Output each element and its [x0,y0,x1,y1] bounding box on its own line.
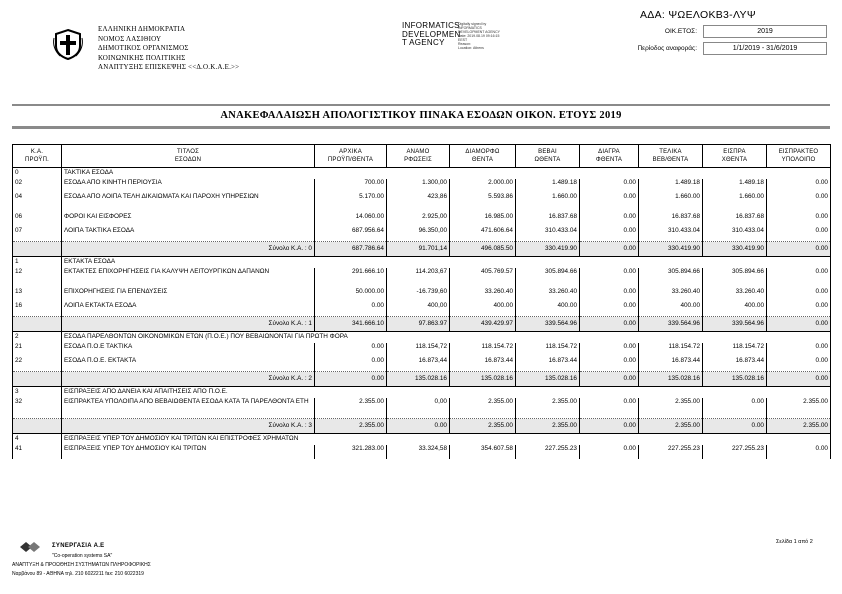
column-header [387,145,450,168]
column-header-line: ΡΦΩΣΕΙΣ [404,157,432,163]
table-row [13,179,831,193]
amount-cell: 16.837.68 [516,213,580,227]
amount-cell: 0.00 [703,398,767,419]
total-amount: 496.085.50 [450,242,516,257]
group-row [13,257,831,269]
total-label: Σύνολο Κ.Α. : 1 [62,317,315,332]
amount-cell: 118.154.72 [703,343,767,357]
amount-cell: 227.255.23 [703,445,767,459]
row-title: ΕΣΟΔΑ Π.Ο.Ε. ΕΚΤΑΚΤΑ [62,357,315,372]
amount-cell: 700.00 [315,179,387,193]
group-title: ΤΑΚΤΙΚΑ ΕΣΟΔΑ [62,168,831,180]
column-header [315,145,387,168]
total-amount: 135.028.16 [450,372,516,387]
divider [12,126,830,129]
amount-cell: 33.324,58 [387,445,450,459]
amount-cell: 423,86 [387,193,450,213]
total-label: Σύνολο Κ.Α. : 0 [62,242,315,257]
amount-cell: 2.000.00 [450,179,516,193]
page-number: Σελίδα 1 από 2 [776,539,813,545]
group-row [13,332,831,344]
footer-line: ΑΝΑΠΤΥΞΗ & ΠΡΟΩΘΗΣΗ ΣΥΣΤΗΜΑΤΩΝ ΠΛΗΡΟΦΟΡΙΚΗΣ [12,562,151,568]
amount-cell: 291.666.10 [315,268,387,288]
org-line: ΝΟΜΟΣ ΛΑΣΙΘΙΟΥ [98,34,162,43]
amount-cell: 310.433.04 [703,227,767,242]
table-row [13,445,831,459]
row-title: ΕΚΤΑΚΤΕΣ ΕΠΙΧΟΡΗΓΗΣΕΙΣ ΓΙΑ ΚΑΛΥΨΗ ΛΕΙΤΟΥΡΓΙΚΩΝ ΔΑΠΑΝΩΝ [62,268,315,288]
total-amount: 330.419.90 [516,242,580,257]
amount-cell: 5.593.86 [450,193,516,213]
amount-cell: 118.154.72 [516,343,580,357]
org-line: ΑΝΑΠΤΥΞΗΣ ΕΠΙΣΚΕΨΗΣ <<Δ.Ο.Κ.Α.Ε.>> [98,63,240,71]
amount-cell: 0.00 [315,343,387,357]
row-code: 21 [13,343,62,357]
row-title: ΕΣΟΔΑ Π.Ο.Ε ΤΑΚΤΙΚΑ [62,343,315,357]
total-amount: 0.00 [767,372,831,387]
amount-cell: 33.260.40 [516,288,580,302]
row-code: 06 [13,213,62,227]
total-spacer [13,419,62,434]
table-body [13,168,831,460]
column-header-line: ΤΕΛΙΚΑ [659,149,682,155]
row-title: ΛΟΙΠΑ ΤΑΚΤΙΚΑ ΕΣΟΔΑ [62,227,315,242]
org-line: ΚΟΙΝΩΝΙΚΗΣ ΠΟΛΙΤΙΚΗΣ [98,53,186,62]
amount-cell: 2.355.00 [315,398,387,419]
column-header-line: ΕΣΟΔΩΝ [174,157,202,163]
amount-cell: 0.00 [315,357,387,372]
column-header [13,145,62,168]
amount-cell: 118.154.72 [450,343,516,357]
column-header-line: ΕΙΣΠΡΑΚΤΕΟ [778,149,819,155]
group-row [13,434,831,446]
row-title: ΦΟΡΟΙ ΚΑΙ ΕΙΣΦΟΡΕΣ [62,213,315,227]
amount-cell: 33.260.40 [450,288,516,302]
amount-cell: 1.300,00 [387,179,450,193]
table-row [13,302,831,317]
group-code: 4 [13,434,62,446]
amount-cell: 227.255.23 [639,445,703,459]
amount-cell: 1.489.18 [639,179,703,193]
amount-cell: 16.873.44 [450,357,516,372]
total-amount: 0.00 [580,317,639,332]
total-amount: 2.355.00 [767,419,831,434]
period-label: Περίοδος αναφοράς: [637,45,697,52]
signature-detail: INFORMATICS [458,26,482,30]
total-amount: 0.00 [580,419,639,434]
amount-cell: 0.00 [580,398,639,419]
amount-cell: 321.283.00 [315,445,387,459]
total-amount: 0.00 [767,242,831,257]
total-amount: 339.564.96 [703,317,767,332]
period-value: 1/1/2019 - 31/6/2019 [703,42,827,55]
amount-cell: 400.00 [703,302,767,317]
total-amount: 0.00 [580,372,639,387]
amount-cell: 400.00 [450,302,516,317]
column-header-line: ΑΝΑΜΟ [406,149,430,155]
digital-signature-details [458,22,500,50]
amount-cell: 5.170.00 [315,193,387,213]
column-header-line: ΔΙΑΜΟΡΦΩ [465,149,500,155]
amount-cell: 96.350,00 [387,227,450,242]
total-row [13,372,831,387]
column-header [639,145,703,168]
row-title: ΕΣΟΔΑ ΑΠΟ ΚΙΝΗΤΗ ΠΕΡΙΟΥΣΙΑ [62,179,315,193]
total-spacer [13,317,62,332]
total-amount: 330.419.90 [639,242,703,257]
column-header-line: ΕΙΣΠΡΑ [723,149,746,155]
total-amount: 0.00 [315,372,387,387]
amount-cell: 114.203,67 [387,268,450,288]
amount-cell: 0.00 [767,445,831,459]
amount-cell: 16.985.00 [450,213,516,227]
amount-cell: 2.355.00 [516,398,580,419]
organization-header [98,25,239,73]
column-header-line: ΒΕΒ/ΘΕΝΤΑ [652,157,689,163]
amount-cell: 0.00 [580,357,639,372]
amount-cell: 405.769.57 [450,268,516,288]
column-header [580,145,639,168]
amount-cell: 50.000.00 [315,288,387,302]
amount-cell: 118.154.72 [639,343,703,357]
signer-line: DEVELOPMEN [402,29,461,39]
column-header-line: ΔΙΑΓΡΑ [598,149,620,155]
footer-tagline: "Co-operation systems SA" [52,553,113,559]
total-amount: 2.355.00 [450,419,516,434]
amount-cell: 305.894.66 [703,268,767,288]
amount-cell: 0.00 [315,302,387,317]
amount-cell: 0.00 [767,179,831,193]
amount-cell: 1.660.00 [703,193,767,213]
signature-detail: Digitally signed by [458,22,487,26]
total-amount: 2.355.00 [639,419,703,434]
group-row [13,168,831,180]
amount-cell: 0.00 [580,288,639,302]
row-code: 13 [13,288,62,302]
divider [12,104,830,106]
amount-cell: 33.260.40 [639,288,703,302]
column-header-line: ΠΡΟΫΠ/ΘΕΝΤΑ [327,157,374,163]
group-title: ΕΚΤΑΚΤΑ ΕΣΟΔΑ [62,257,831,269]
total-amount: 339.564.96 [516,317,580,332]
total-amount: 0.00 [703,419,767,434]
column-header [767,145,831,168]
amount-cell: 0.00 [767,302,831,317]
column-header-line: ΧΘΕΝΤΑ [721,157,748,163]
amount-cell: 0.00 [767,343,831,357]
amount-cell: 0.00 [580,343,639,357]
amount-cell: 0.00 [580,193,639,213]
group-title: ΕΙΣΠΡΑΞΕΙΣ ΥΠΕΡ ΤΟΥ ΔΗΜΟΣΙΟΥ ΚΑΙ ΤΡΙΤΩΝ ΚΑΙ ΕΠΙΣΤΡΟΦΕΣ ΧΡΗΜΑΤΩΝ [62,434,831,446]
total-amount: 135.028.16 [639,372,703,387]
row-code: 22 [13,357,62,372]
signature-detail: Date: 2019.08.19 09:16:15 [458,34,500,38]
signer-line: T AGENCY [402,38,445,47]
table-row [13,213,831,227]
total-spacer [13,372,62,387]
total-row [13,419,831,434]
total-amount: 0.00 [580,242,639,257]
amount-cell: 400.00 [516,302,580,317]
total-amount: 2.355.00 [516,419,580,434]
total-row [13,317,831,332]
greek-seal-icon [50,28,86,60]
amount-cell: 687.956.64 [315,227,387,242]
amount-cell: 305.894.66 [639,268,703,288]
total-amount: 135.028.16 [387,372,450,387]
amount-cell: 0.00 [767,357,831,372]
amount-cell: 2.925,00 [387,213,450,227]
column-header-line: ΦΘΕΝΤΑ [595,157,623,163]
row-title: ΕΣΟΔΑ ΑΠΟ ΛΟΙΠΑ ΤΕΛΗ ΔΙΚΑΙΩΜΑΤΑ ΚΑΙ ΠΑΡΟΧΗ ΥΠΗΡΕΣΙΩΝ [62,193,315,213]
total-amount: 687.786.64 [315,242,387,257]
org-line: ΕΛΛΗΝΙΚΗ ΔΗΜΟΚΡΑΤΙΑ [98,25,186,33]
table-row [13,357,831,372]
amount-cell: 1.489.18 [703,179,767,193]
group-row [13,387,831,399]
amount-cell: 14.060.00 [315,213,387,227]
amount-cell: 16.873.44 [703,357,767,372]
row-title: ΕΠΙΧΟΡΗΓΗΣΕΙΣ ΓΙΑ ΕΠΕΝΔΥΣΕΙΣ [62,288,315,302]
amount-cell: 16.837.68 [639,213,703,227]
table-row [13,398,831,419]
column-header-line: ΘΕΝΤΑ [471,157,494,163]
total-amount: 341.666.10 [315,317,387,332]
column-header-line: ΑΡΧΙΚΑ [339,149,362,155]
signer-line: INFORMATICS [402,21,460,30]
org-line: ΔΗΜΟΤΙΚΟΣ ΟΡΓΑΝΙΣΜΟΣ [98,44,189,52]
row-code: 02 [13,179,62,193]
column-header-line: Κ.Α. [30,149,44,155]
amount-cell: 471.606.64 [450,227,516,242]
table-row [13,268,831,288]
column-header [516,145,580,168]
ada-code: ΑΔΑ: ΨΩΕΛΟΚΒ3-ΛΥΨ [640,9,756,21]
amount-cell: 0.00 [580,227,639,242]
total-label: Σύνολο Κ.Α. : 3 [62,419,315,434]
total-spacer [13,242,62,257]
table-header-row [13,145,831,168]
amount-cell: 310.433.04 [639,227,703,242]
signature-detail: EEST [458,38,468,42]
amount-cell: 305.894.66 [516,268,580,288]
row-code: 41 [13,445,62,459]
total-amount: 97.863.97 [387,317,450,332]
amount-cell: 0.00 [580,268,639,288]
column-header [62,145,315,168]
digital-signature-label [402,22,461,48]
amount-cell: 2.355.00 [767,398,831,419]
amount-cell: 1.660.00 [639,193,703,213]
fiscal-year-value: 2019 [703,25,827,38]
amount-cell: 118.154,72 [387,343,450,357]
amount-cell: 0.00 [767,288,831,302]
amount-cell: 400,00 [387,302,450,317]
footer-address: Ναρβάνου 89 - ΑΘΗΝΑ τηλ. 210 6022211 fax: 210 6022319 [12,571,144,577]
column-header-line: ΩΘΕΝΤΑ [534,157,561,163]
amount-cell: -16.739,60 [387,288,450,302]
group-title: ΕΣΟΔΑ ΠΑΡΕΛΘΟΝΤΩΝ ΟΙΚΟΝΟΜΙΚΩΝ ΕΤΩΝ (Π.Ο.Ε.) ΠΟΥ ΒΕΒΑΙΩΝΟΝΤΑΙ ΓΙΑ ΠΡΩΤΗ ΦΟΡΑ [62,332,831,344]
total-amount: 330.419.90 [703,242,767,257]
fiscal-year-label: ΟΙΚ.ΕΤΟΣ: [664,28,697,35]
total-amount: 91.701,14 [387,242,450,257]
row-code: 16 [13,302,62,317]
amount-cell: 400.00 [639,302,703,317]
company-logo-icon [18,541,42,553]
column-header-line: ΤΙΤΛΟΣ [176,149,199,155]
table-row [13,288,831,302]
amount-cell: 0.00 [580,213,639,227]
amount-cell: 0.00 [767,193,831,213]
table-row [13,227,831,242]
total-amount: 135.028.16 [703,372,767,387]
amount-cell: 2.355.00 [450,398,516,419]
amount-cell: 0.00 [580,179,639,193]
amount-cell: 33.260.40 [703,288,767,302]
amount-cell: 16.837.68 [703,213,767,227]
total-label: Σύνολο Κ.Α. : 2 [62,372,315,387]
amount-cell: 16.873,44 [387,357,450,372]
total-amount: 339.564.96 [639,317,703,332]
column-header [703,145,767,168]
total-row [13,242,831,257]
amount-cell: 0.00 [767,213,831,227]
amount-cell: 0.00 [580,302,639,317]
total-amount: 439.429.97 [450,317,516,332]
total-amount: 0.00 [387,419,450,434]
total-amount: 2.355.00 [315,419,387,434]
amount-cell: 227.255.23 [516,445,580,459]
amount-cell: 2.355.00 [639,398,703,419]
signature-detail: Reason: [458,42,472,46]
amount-cell: 354.607.58 [450,445,516,459]
row-title: ΕΙΣΠΡΑΚΤΕΑ ΥΠΟΛΟΙΠΑ ΑΠΟ ΒΕΒΑΙΩΘΕΝΤΑ ΕΣΟΔΑ ΚΑΤΑ ΤΑ ΠΑΡΕΛΘΟΝΤΑ ΕΤΗ [62,398,315,419]
column-header [450,145,516,168]
signature-detail: DEVELOPMENT AGENCY [458,30,500,34]
revenue-summary-table [12,144,831,459]
amount-cell: 0,00 [387,398,450,419]
row-title: ΕΙΣΠΡΑΞΕΙΣ ΥΠΕΡ ΤΟΥ ΔΗΜΟΣΙΟΥ ΚΑΙ ΤΡΙΤΩΝ [62,445,315,459]
group-code: 3 [13,387,62,399]
amount-cell: 0.00 [580,445,639,459]
amount-cell: 0.00 [767,227,831,242]
amount-cell: 16.873.44 [516,357,580,372]
total-amount: 135.028.16 [516,372,580,387]
table-row [13,193,831,213]
amount-cell: 1.660.00 [516,193,580,213]
amount-cell: 310.433.04 [516,227,580,242]
row-code: 04 [13,193,62,213]
row-title: ΛΟΙΠΑ ΕΚΤΑΚΤΑ ΕΣΟΔΑ [62,302,315,317]
total-amount: 0.00 [767,317,831,332]
signature-detail: Location: Athens [458,46,484,50]
amount-cell: 0.00 [767,268,831,288]
amount-cell: 16.873.44 [639,357,703,372]
row-code: 07 [13,227,62,242]
report-title: ΑΝΑΚΕΦΑΛΑΙΩΣΗ ΑΠΟΛΟΓΙΣΤΙΚΟΥ ΠΙΝΑΚΑ ΕΣΟΔΩΝ ΟΙΚΟΝ. ΕΤΟΥΣ 2019 [220,110,622,121]
row-code: 32 [13,398,62,419]
column-header-line: ΠΡΟΫΠ. [24,157,49,163]
group-code: 2 [13,332,62,344]
row-code: 12 [13,268,62,288]
group-title: ΕΙΣΠΡΑΞΕΙΣ ΑΠΟ ΔΑΝΕΙΑ ΚΑΙ ΑΠΑΙΤΗΣΕΙΣ ΑΠΟ Π.Ο.Ε. [62,387,831,399]
column-header-line: ΒΕΒΑΙ [538,149,557,155]
table-row [13,343,831,357]
group-code: 0 [13,168,62,180]
group-code: 1 [13,257,62,269]
footer-brand: ΣΥΝΕΡΓΑΣΙΑ Α.Ε [52,543,105,549]
amount-cell: 1.489.18 [516,179,580,193]
column-header-line: ΥΠΟΛΟΙΠΟ [781,157,816,163]
